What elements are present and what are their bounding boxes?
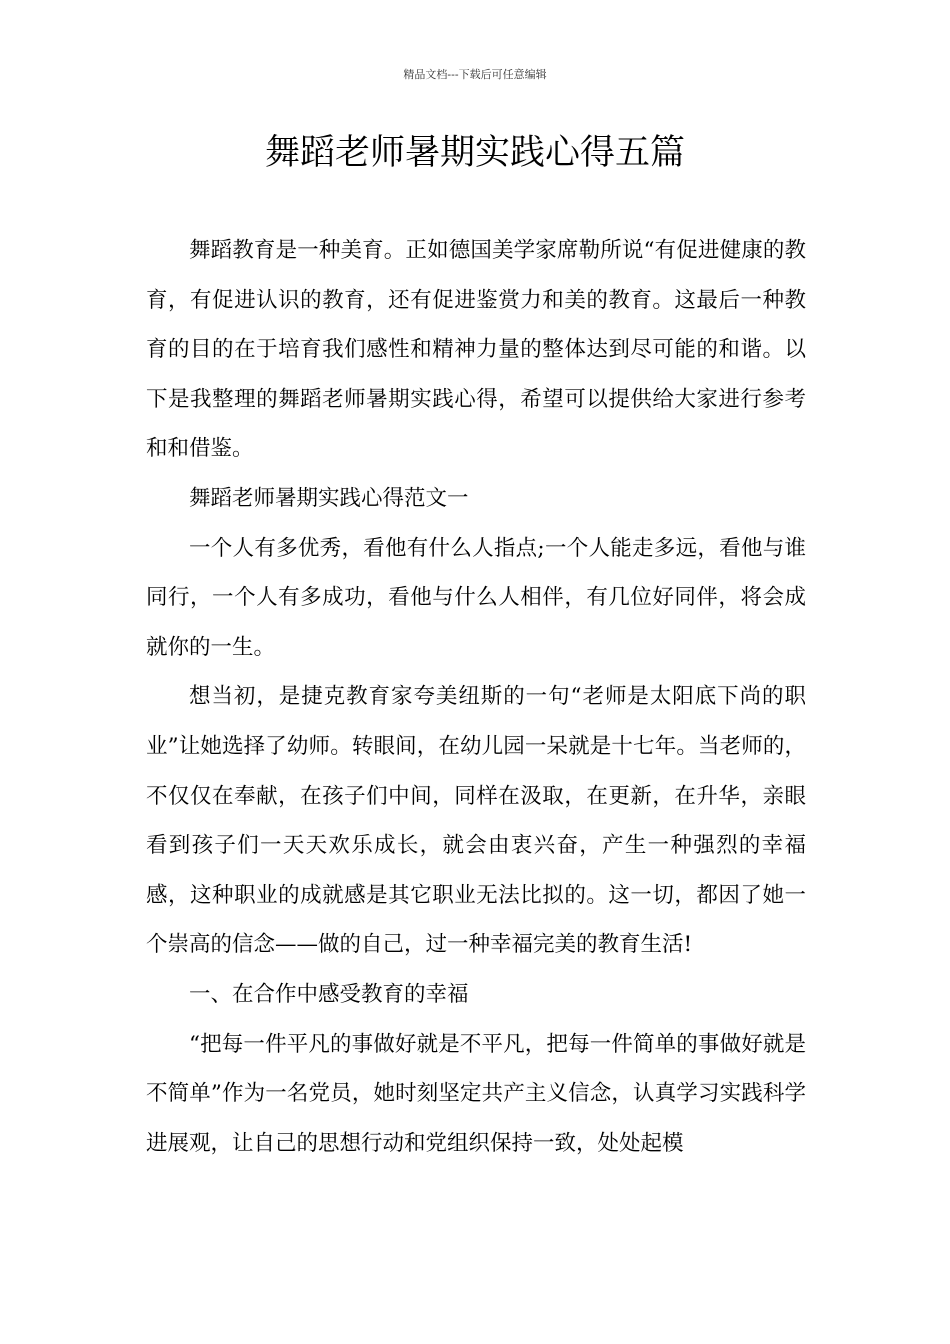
subsection-heading: 一、在合作中感受教育的幸福	[189, 981, 469, 1007]
paragraph: 想当初，是捷克教育家夸美纽斯的一句“老师是太阳底下尚的职业”让她选择了幼师。转眼间，在幼儿园一呆就是十七年。当老师的，不仅仅在奉献，在孩子们中间，同样在汲取，在更新，在升华，亲眼看到孩子们一天天欢乐成长，就会由衷兴奋，产生一种强烈的幸福感，这种职业的成就感是其它职业无法比拟的。这一切，都因了她一个崇高的信念——做的自己，过一种幸福完美的教育生活!	[146, 684, 806, 958]
header-note: 精品文档---下载后可任意编辑	[403, 68, 547, 81]
document-body	[146, 226, 806, 1168]
document-title: 舞蹈老师暑期实践心得五篇	[264, 133, 685, 173]
paragraph: “把每一件平凡的事做好就是不平凡，把每一件简单的事做好就是不简单”作为一名党员，她时刻坚定共产主义信念，认真学习实践科学进展观，让自己的思想行动和党组织保持一致，处处起模	[146, 1031, 806, 1156]
paragraph: 一个人有多优秀，看他有什么人指点;一个人能走多远，看他与谁同行，一个人有多成功，看他与什么人相伴，有几位好同伴，将会成就你的一生。	[146, 535, 806, 660]
paragraph-intro: 舞蹈教育是一种美育。正如德国美学家席勒所说“有促进健康的教育，有促进认识的教育，还有促进鉴赏力和美的教育。这最后一种教育的目的在于培育我们感性和精神力量的整体达到尽可能的和谐。以下是我整理的舞蹈老师暑期实践心得，希望可以提供给大家进行参考和和借鉴。	[146, 238, 806, 462]
section-heading-1: 舞蹈老师暑期实践心得范文一	[189, 485, 469, 511]
